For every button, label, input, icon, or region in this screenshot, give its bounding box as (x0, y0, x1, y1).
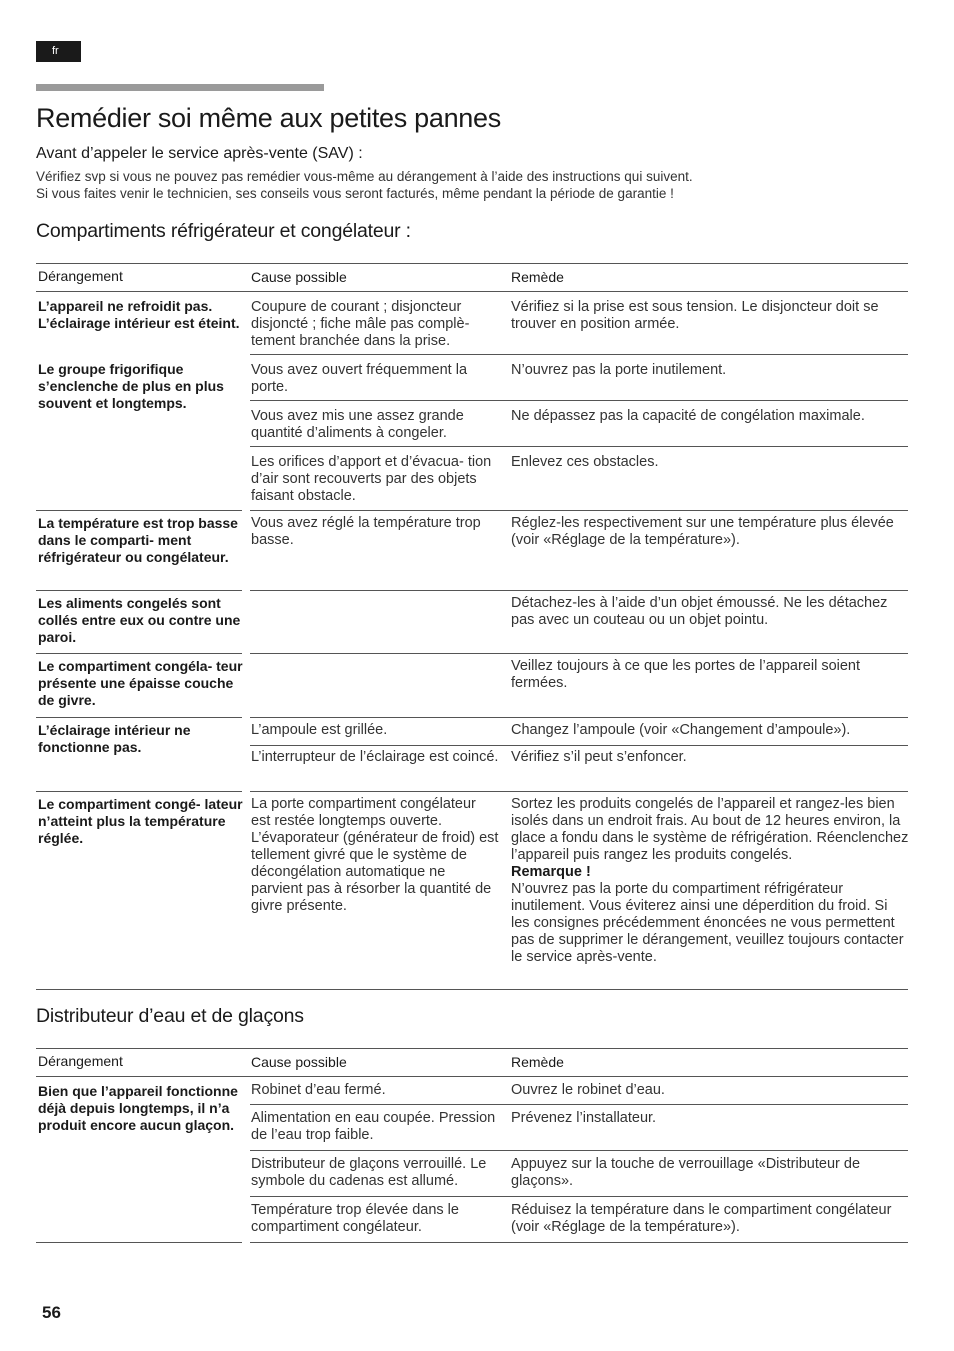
table-row (250, 511, 908, 591)
table-row (250, 1077, 908, 1105)
note-text: N’ouvrez pas la porte du compartiment réfrigérateur inutilement. Vous éviterez ainsi une déperdition du froid. Si les consignes précédemment énoncées ne vous permettent pas de supprimer le dérangement, veuillez toujours contacter le service après-vente. (511, 881, 904, 965)
table-row (250, 355, 908, 401)
remede-cell: Réglez-les respectivement sur une température plus élevée (voir «Réglage de la température»). (511, 515, 894, 548)
derangement-cell: Bien que l’appareil fonctionne déjà depuis longtemps, il n’a produit encore aucun glaçon. (38, 1083, 238, 1133)
derangement-cell: L’appareil ne refroidit pas. L’éclairage intérieur est éteint. (38, 298, 240, 331)
derangement-cell: L’éclairage intérieur ne fonctionne pas. (38, 722, 191, 755)
table-row-group (36, 511, 908, 591)
table-row (250, 654, 908, 718)
derangement-cell: Le compartiment congé- lateur n’atteint plus la température réglée. (38, 796, 243, 846)
col-derangement: Dérangement (38, 268, 123, 284)
remede-cell: Prévenez l’installateur. (511, 1110, 657, 1126)
remede-cell: Ne dépassez pas la capacité de congélation maximale. (511, 408, 865, 424)
remede-cell: Vérifiez s’il peut s’enfoncer. (511, 749, 687, 765)
cause-cell: La porte compartiment congélateur est restée longtemps ouverte. L’évaporateur (générateur de froid) est tellement givré que le système de décongélation automatique ne parvient pas à résorber la quantité de givre présente. (251, 796, 499, 914)
cause-cell: Distributeur de glaçons verrouillé. Le symbole du cadenas est allumé. (251, 1156, 487, 1189)
note-label: Remarque ! (511, 864, 591, 880)
sav-intro (36, 168, 693, 202)
cause-cell: L’interrupteur de l’éclairage est coincé. (251, 749, 499, 765)
cause-cell: Température trop élevée dans le compartiment congélateur. (251, 1202, 459, 1235)
table-row-group (36, 718, 908, 792)
cause-cell: Robinet d’eau fermé. (251, 1082, 386, 1098)
section-dispenser-heading: Distributeur d’eau et de glaçons (36, 1005, 304, 1027)
table-row-group (36, 792, 908, 990)
remede-cell (511, 796, 909, 966)
page-title: Remédier soi même aux petites pannes (36, 103, 501, 133)
cause-cell: Vous avez ouvert fréquemment la porte. (251, 362, 468, 395)
cause-cell: Alimentation en eau coupée. Pression de l’eau trop faible. (251, 1110, 496, 1143)
col-remede: Remède (511, 1054, 564, 1070)
remede-cell: Enlevez ces obstacles. (511, 454, 659, 470)
col-remede: Remède (511, 269, 564, 285)
table-row (250, 1105, 908, 1151)
remede-cell: Appuyez sur la touche de verrouillage «Distributeur de glaçons». (511, 1156, 861, 1189)
fridge-troubleshooting-table (36, 263, 908, 990)
sav-line-1: Vérifiez svp si vous ne pouvez pas remédier vous-même au dérangement à l’aide des instructions qui suivent. (36, 169, 693, 184)
table-row (250, 447, 908, 511)
derangement-cell: Le compartiment congéla- teur présente une épaisse couche de givre. (38, 658, 243, 708)
section-fridge-heading: Compartiments réfrigérateur et congélateur : (36, 220, 411, 242)
cause-cell: Les orifices d’apport et d’évacua- tion d’air sont recouverts par des objets faisant obstacle. (251, 454, 492, 504)
table-row-group (36, 355, 908, 511)
sav-heading: Avant d’appeler le service après-vente (SAV) : (36, 145, 363, 162)
table-row (250, 1151, 908, 1197)
remede-cell: Ouvrez le robinet d’eau. (511, 1082, 665, 1098)
col-cause: Cause possible (251, 1054, 347, 1070)
table-header (36, 1048, 908, 1077)
remede-cell: Veillez toujours à ce que les portes de l’appareil soient fermées. (511, 658, 861, 691)
cause-cell: Coupure de courant ; disjoncteur disjoncté ; fiche mâle pas complè- tement branchée dans la prise. (251, 299, 470, 349)
cause-cell: L’ampoule est grillée. (251, 722, 388, 738)
table-row (250, 292, 908, 355)
col-cause: Cause possible (251, 269, 347, 285)
table-header (36, 263, 908, 292)
language-tab: fr (36, 41, 81, 62)
table-row-group (36, 591, 908, 654)
derangement-cell: Les aliments congelés sont collés entre eux ou contre une paroi. (38, 595, 241, 645)
table-row-group (36, 292, 908, 355)
header-bar (36, 84, 324, 91)
remede-cell: Réduisez la température dans le compartiment congélateur (voir «Réglage de la température»). (511, 1202, 892, 1235)
table-row-group (36, 1077, 908, 1243)
remede-text: Sortez les produits congelés de l’appareil et rangez-les bien isolés dans un endroit frais. Au bout de 12 heures environ, la glace a fondu dans le système de réfrigération. Réenclenchez l’appareil puis rangez les produits congelés. (511, 796, 909, 863)
remede-cell: Changez l’ampoule (voir «Changement d’ampoule»). (511, 722, 851, 738)
cause-cell: Vous avez réglé la température trop basse. (251, 515, 481, 548)
remede-cell: Vérifiez si la prise est sous tension. Le disjoncteur doit se trouver en position armée. (511, 299, 879, 332)
sav-line-2: Si vous faites venir le technicien, ses conseils vous seront facturés, même pendant la période de garantie ! (36, 186, 674, 201)
page-number: 56 (42, 1303, 61, 1322)
table-row-group (36, 654, 908, 718)
table-row (250, 746, 908, 792)
derangement-cell: Le groupe frigorifique s’enclenche de plus en plus souvent et longtemps. (38, 361, 224, 411)
table-row (250, 401, 908, 447)
cause-cell: Vous avez mis une assez grande quantité d’aliments à congeler. (251, 408, 464, 441)
dispenser-troubleshooting-table (36, 1048, 908, 1243)
derangement-cell: La température est trop basse dans le comparti- ment réfrigérateur ou congélateur. (38, 515, 238, 565)
table-row (250, 718, 908, 746)
remede-cell: Détachez-les à l’aide d’un objet émoussé. Ne les détachez pas avec un couteau ou un objet pointu. (511, 595, 888, 628)
col-derangement: Dérangement (38, 1053, 123, 1069)
table-row (250, 591, 908, 654)
table-row (250, 1197, 908, 1243)
remede-cell: N’ouvrez pas la porte inutilement. (511, 362, 727, 378)
